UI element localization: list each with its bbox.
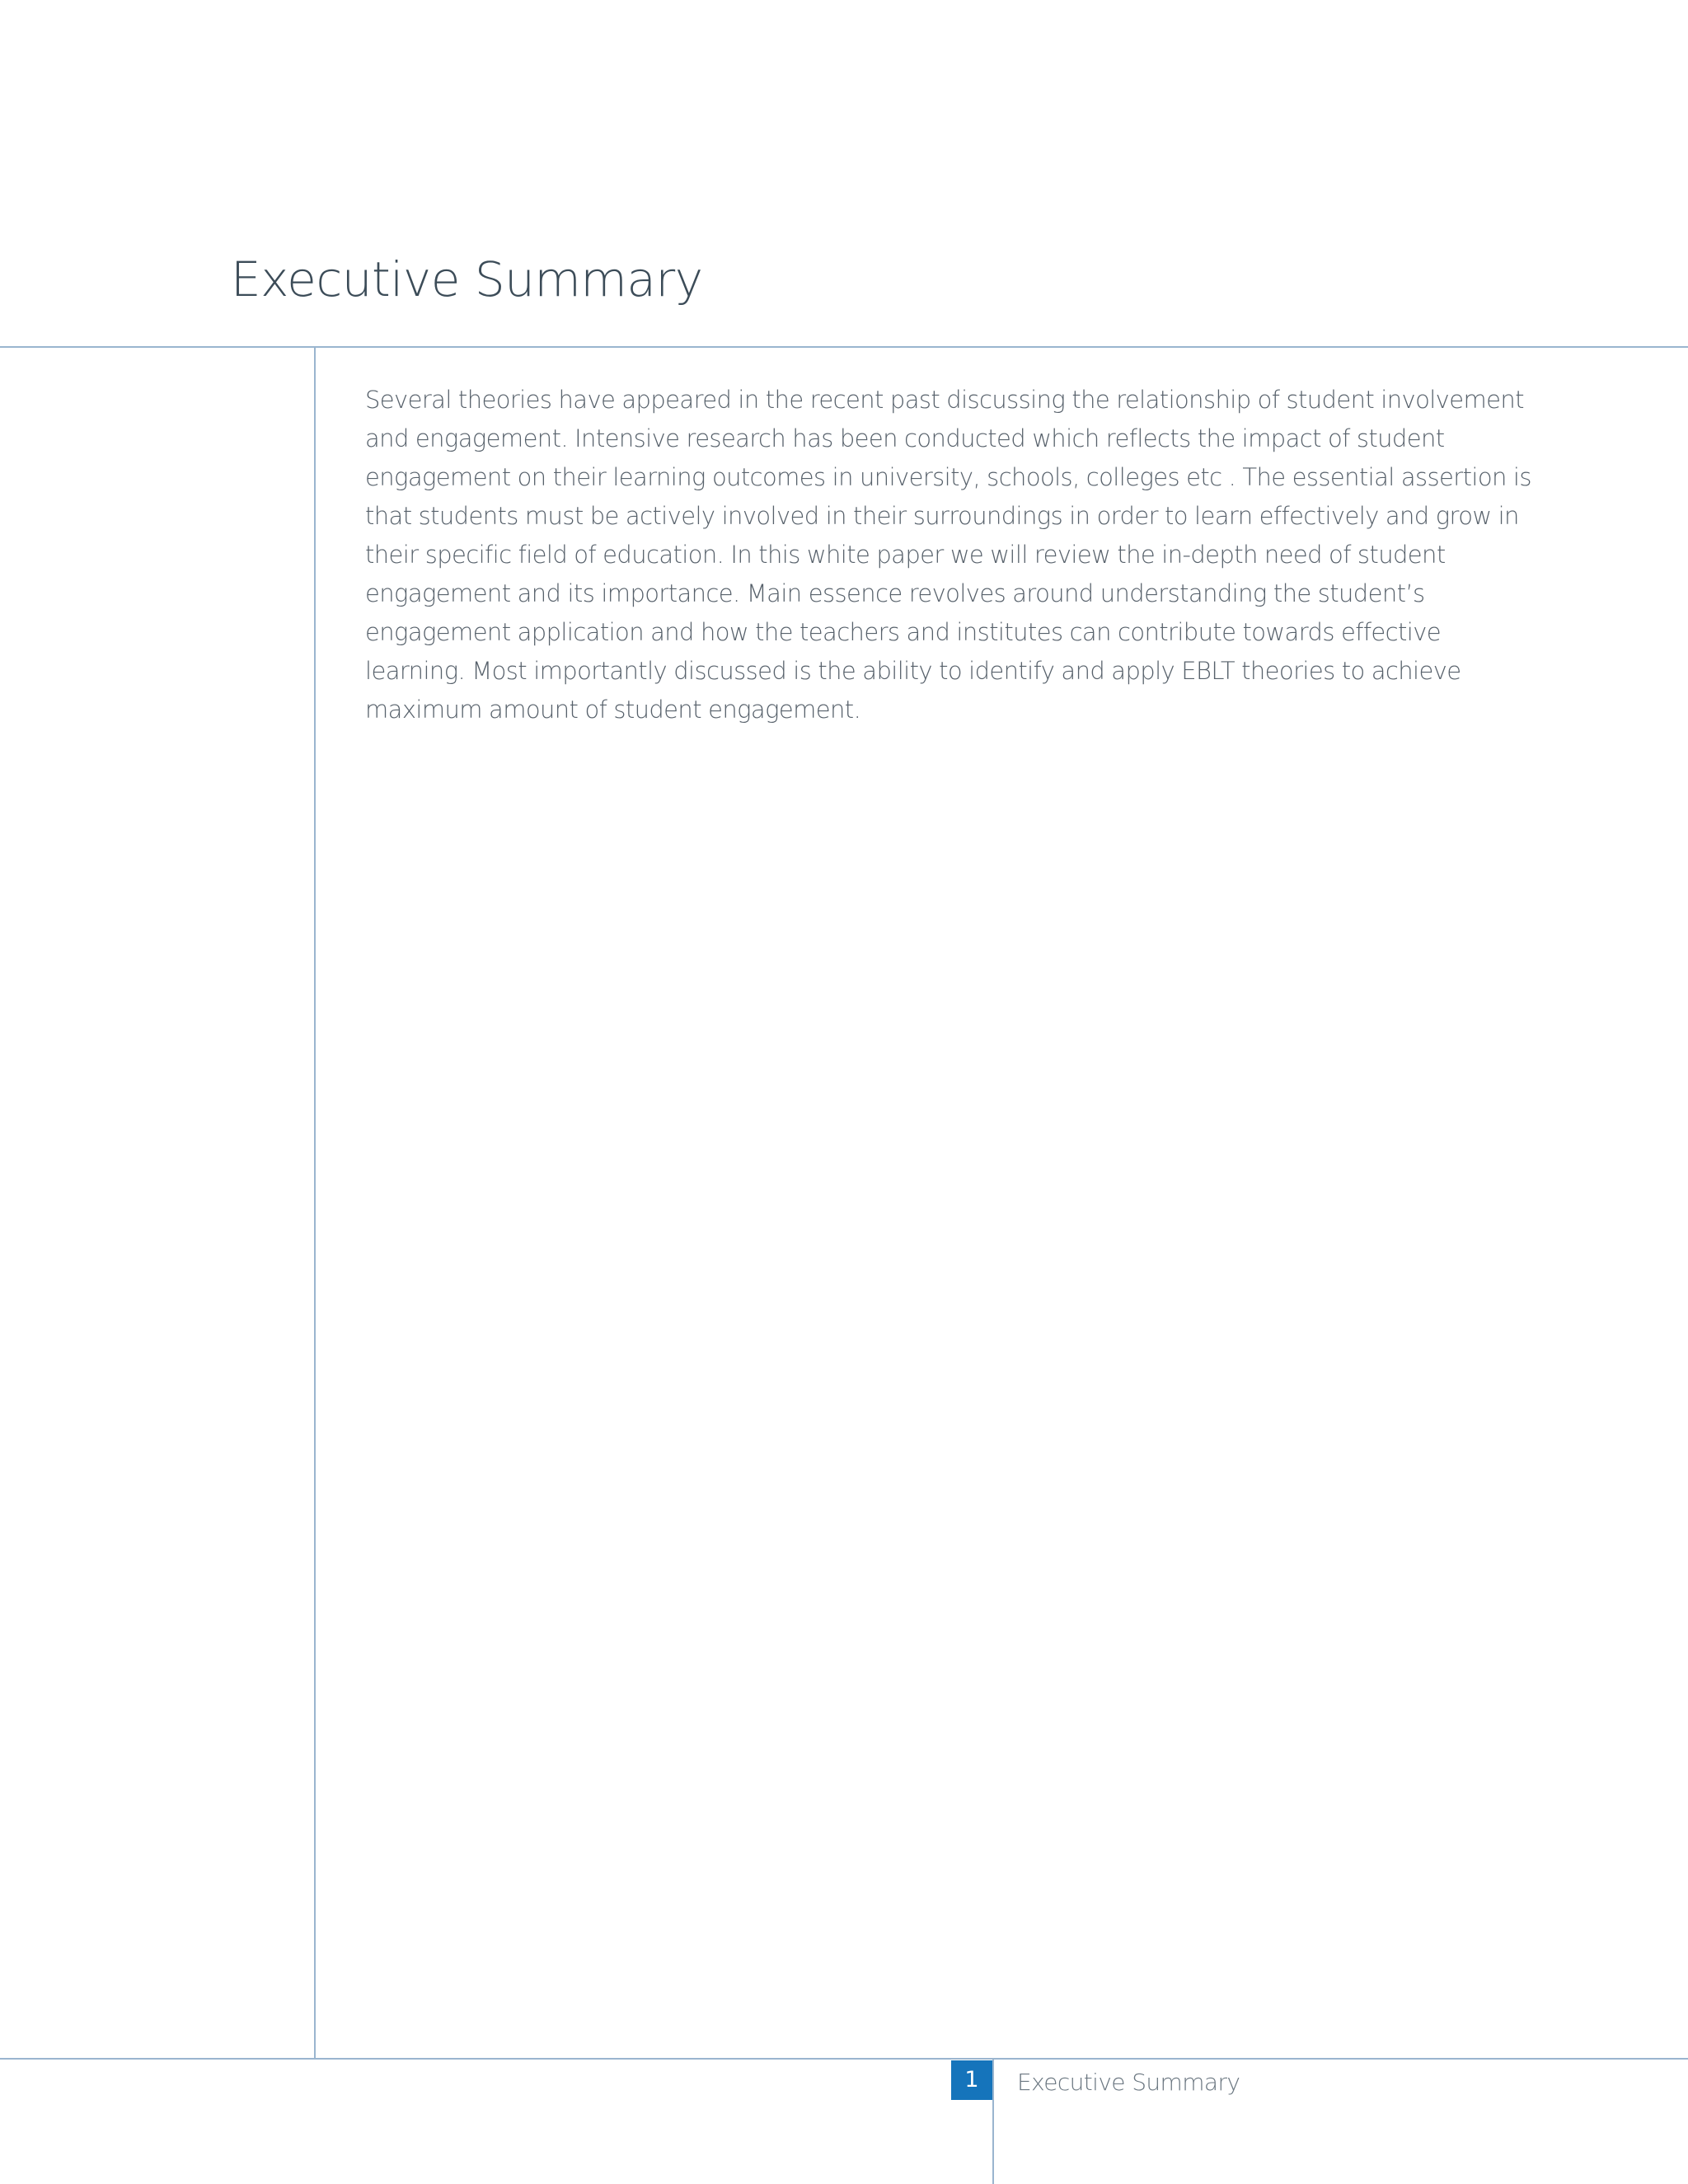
header-divider <box>0 346 1688 348</box>
footer-divider <box>0 2058 1688 2060</box>
page-title: Executive Summary <box>231 251 703 307</box>
page-number-badge: 1 <box>951 2060 992 2100</box>
left-margin-rule <box>314 347 316 2059</box>
footer-section-label: Executive Summary <box>1017 2069 1240 2096</box>
footer-vertical-rule <box>992 2059 994 2184</box>
summary-paragraph: Several theories have appeared in the recent past discussing the relationship of student involvement and engagement. Intensive research has been conducted which reflects the impact of student engagement on their learning outcomes in university, schools, colleges etc . The essential assertion is that students must be actively involved in their surroundings in order to learn effectively and grow in their specific field of education. In this white paper we will review the in-depth need of student engagement and its importance. Main essence revolves around understanding the student’s engagement application and how the teachers and institutes can contribute towards effective learning. Most importantly discussed is the ability to identify and apply EBLT theories to achieve maximum amount of student engagement. <box>365 386 1531 724</box>
